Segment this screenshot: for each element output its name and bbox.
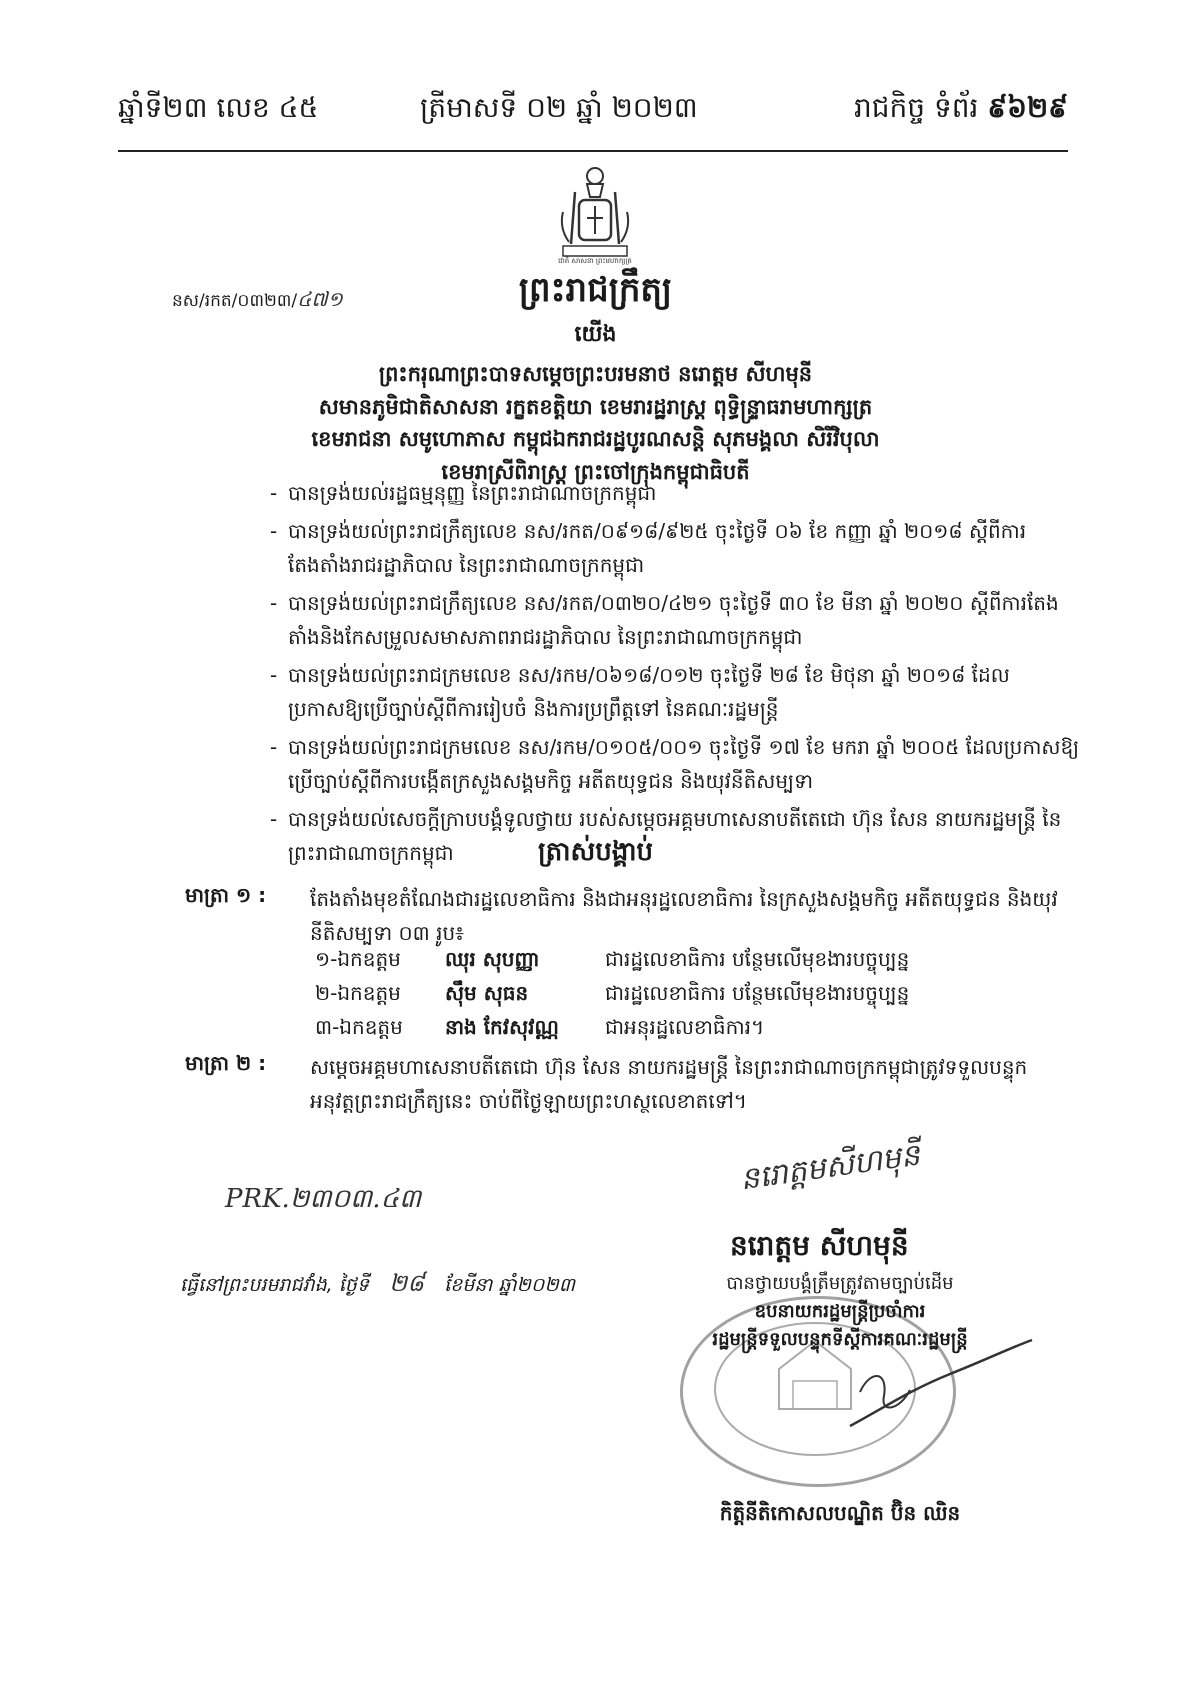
article-1-text: តែងតាំងមុខតំណែងជារដ្ឋលេខាធិការ និងជាអនុរដ្ឋលេខាធិការ នៃក្រសួងសង្គមកិច្ច អតីតយុទ្ធជន និងយុវនីតិសម្បទា ០៣ រូប៖: [310, 887, 1058, 945]
person-1-role: ជារដ្ឋលេខាធិការ បន្ថែមលើមុខងារបច្ចុប្បន្ន: [605, 947, 910, 971]
gazette-page-label: រាជកិច្ច ទំព័រ: [853, 91, 979, 124]
handwritten-code: PRK.២៣០៣.៤៣: [225, 1184, 422, 1214]
countersign-line: បានថ្វាយបង្គំត្រឹមត្រូវតាមច្បាប់ដើម: [726, 1273, 954, 1294]
date-day-handwritten: ២៨: [388, 1269, 425, 1297]
visa-item: - បានទ្រង់យល់ព្រះរាជក្រឹត្យលេខ នស/រកត/០៩១៨/៩២៥ ចុះថ្ងៃទី ០៦ ខែ កញ្ញា ឆ្នាំ ២០១៨ ស្តីពីការតែងតាំងរាជរដ្ឋាភិបាល នៃព្រះរាជាណាចក្រកម្ពុជា: [270, 514, 1080, 582]
person-2-role: ជារដ្ឋលេខាធិការ បន្ថែមលើមុខងារបច្ចុប្បន្ន: [605, 981, 910, 1005]
emblem-motto: ជាតិ សាសនា ព្រះមហាក្សត្រ: [558, 257, 632, 265]
document-title: ព្រះរាជក្រឹត្យ: [518, 270, 673, 310]
royal-line: ខេមរាស្រីពិរាស្ត្រ ព្រះចៅក្រុងកម្ពុជាធិបតី: [441, 459, 750, 484]
person-1-number: ១-ឯកឧត្តម: [315, 947, 401, 971]
visa-list: [270, 476, 1080, 874]
reference-handwritten: ៤៧១: [297, 287, 343, 311]
gazette-quarter: ត្រីមាសទី ០២ ឆ្នាំ ២០២៣: [420, 91, 698, 124]
visa-item: - បានទ្រង់យល់ព្រះរាជក្រមលេខ នស/រកម/០១០៥/០០១ ចុះថ្ងៃទី ១៧ ខែ មករា ឆ្នាំ ២០០៥ ដែលប្រកាសឱ្យប្រើច្បាប់ស្តីពីការបង្កើតក្រសួងសង្គមកិច្ច អតីតយុទ្ធជន និងយុវនីតិសម្បទា: [270, 730, 1080, 798]
article-2-label: មាត្រា ២ :: [185, 1051, 267, 1075]
person-2-number: ២-ឯកឧត្តម: [315, 981, 401, 1005]
visa-item: - បានទ្រង់យល់ព្រះរាជក្រមលេខ នស/រកម/០៦១៨/០១២ ចុះថ្ងៃទី ២៨ ខែ មិថុនា ឆ្នាំ ២០១៨ ដែលប្រកាសឱ្យប្រើច្បាប់ស្តីពីការរៀបចំ និងការប្រព្រឹត្តទៅ នៃគណៈរដ្ឋមន្ត្រី: [270, 658, 1080, 726]
visa-item: - បានទ្រង់យល់ព្រះរាជក្រឹត្យលេខ នស/រកត/០៣២០/៤២១ ចុះថ្ងៃទី ៣០ ខែ មីនា ឆ្នាំ ២០២០ ស្តីពីការតែងតាំងនិងកែសម្រួលសមាសភាពរាជរដ្ឋាភិបាល នៃព្រះរាជាណាចក្រកម្ពុជា: [270, 586, 1080, 654]
date-place-line: [180, 1268, 575, 1303]
minister-name: កិត្តិនីតិកោសលបណ្ឌិត ប៊ិន ឈិន: [719, 1501, 961, 1525]
person-1-name: ឈុរ សុបញ្ញា: [445, 947, 540, 971]
article-1-label: មាត្រា ១ :: [185, 883, 267, 907]
person-3-name: នាង កែវសុវណ្ណ: [445, 1015, 559, 1039]
visa-item: - បានទ្រង់យល់សេចក្តីក្រាបបង្គំទូលថ្វាយ របស់សម្តេចអគ្គមហាសេនាបតីតេជោ ហ៊ុន សែន នាយករដ្ឋមន្ត្រី នៃព្រះរាជាណាចក្រកម្ពុជា: [270, 802, 1080, 870]
article-2-text: សម្តេចអគ្គមហាសេនាបតីតេជោ ហ៊ុន សែន នាយករដ្ឋមន្ត្រី នៃព្រះរាជាណាចក្រកម្ពុជាត្រូវទទួលបន្ទុកអនុវត្តព្រះរាជក្រឹត្យនេះ ចាប់ពីថ្ងៃឡាយព្រះហស្ថលេខាតទៅ។: [310, 1055, 1028, 1113]
reference-number: [172, 286, 343, 316]
minister-signature-icon: [840, 1330, 1040, 1440]
gazette-issue: ឆ្នាំទី២៣ លេខ ៤៥: [118, 91, 319, 124]
royal-emblem-icon: [545, 162, 645, 270]
person-3-role: ជាអនុរដ្ឋលេខាធិការ។: [605, 1015, 765, 1039]
countersign-line: រដ្ឋមន្ត្រីទទួលបន្ទុកទីស្តីការគណៈរដ្ឋមន្ត្រី: [712, 1329, 968, 1350]
king-signature: នរោត្តមសីហមុនី: [738, 1137, 923, 1198]
visa-item: - បានទ្រង់យល់រដ្ឋធម្មនុញ្ញ នៃព្រះរាជាណាចក្រកម្ពុជា: [270, 476, 1080, 510]
date-place-prefix: ធ្វើនៅព្រះបរមរាជវាំង, ថ្ងៃទី: [180, 1274, 369, 1296]
royal-line: ព្រះករុណាព្រះបាទសម្តេចព្រះបរមនាថ នរោត្តម សីហមុនី: [378, 362, 813, 386]
header-rule: [118, 150, 1068, 152]
we-heading: យើង: [574, 322, 617, 347]
decree-heading: ត្រាស់បង្គាប់: [537, 837, 654, 867]
royal-title-block: [0, 358, 1191, 488]
gazette-page: [780, 90, 1068, 131]
gazette-page-number: ៩៦២៩: [987, 91, 1068, 124]
person-2-name: ស៊ឹម សុធន: [445, 981, 529, 1005]
person-3-number: ៣-ឯកឧត្តម: [315, 1015, 403, 1039]
king-name: នរោត្តម សីហមុនី: [730, 1229, 909, 1262]
date-month-year: ខែមីនា ឆ្នាំ២០២៣: [444, 1274, 575, 1296]
royal-line: ខេមរាជនា សមូហោភាស កម្ពុជឯករាជរដ្ឋបូរណសន្តិ សុភមង្គលា សិរីវិបុលា: [311, 427, 880, 452]
royal-line: សមានភូមិជាតិសាសនា រក្ខតខត្តិយា ខេមរារដ្ឋរាស្ត្រ ពុទ្ធិន្ទ្រាធរាមហាក្សត្រ: [318, 394, 873, 419]
countersign-line: ឧបនាយករដ្ឋមន្ត្រីប្រចាំការ: [754, 1301, 926, 1322]
reference-prefix: នស/រកត/០៣២៣/: [172, 291, 298, 311]
